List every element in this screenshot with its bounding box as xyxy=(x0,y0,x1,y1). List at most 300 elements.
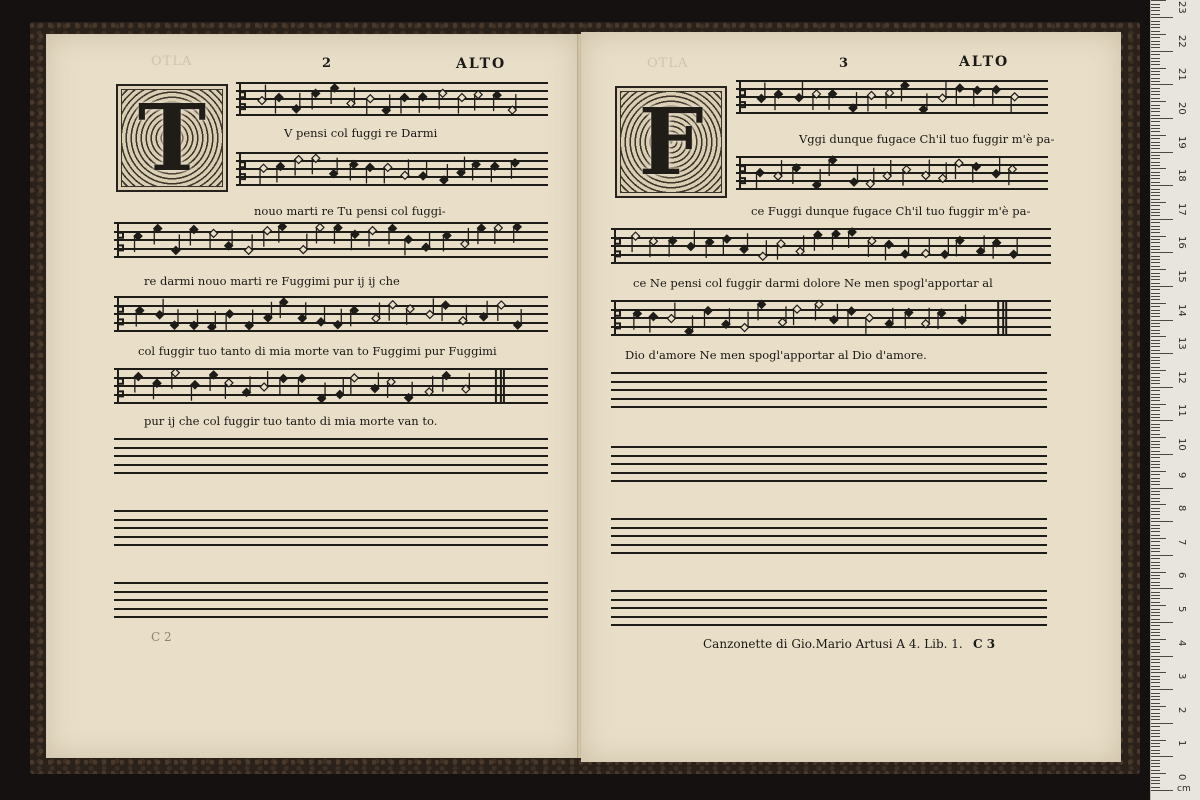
note-icon xyxy=(225,230,233,250)
ruler-number: 6 xyxy=(1176,572,1187,579)
c-clef-icon xyxy=(118,370,123,402)
notes-layer xyxy=(736,156,1048,190)
note-icon xyxy=(508,94,516,114)
note-icon xyxy=(401,159,409,179)
ruler-number: 0 xyxy=(1176,774,1187,781)
ruler-tick xyxy=(1151,622,1173,623)
right-page-header: ALTO xyxy=(959,54,1010,70)
c-clef-icon xyxy=(740,158,745,188)
ruler-tick xyxy=(1151,276,1160,277)
ruler-tick xyxy=(1151,336,1166,337)
ruler-tick xyxy=(1151,437,1166,438)
ruler-tick xyxy=(1151,242,1160,243)
ruler-tick xyxy=(1151,430,1160,431)
ruler-tick xyxy=(1151,602,1160,603)
ruler-tick xyxy=(1151,178,1160,179)
ruler-tick xyxy=(1151,252,1173,253)
empty-staff xyxy=(611,446,1047,482)
ruler-tick xyxy=(1151,326,1160,327)
ruler-tick xyxy=(1151,726,1160,727)
ruler-tick xyxy=(1151,34,1166,35)
ruler-unit-label: cm xyxy=(1177,784,1191,794)
ruler-tick xyxy=(1151,555,1173,556)
staff-line xyxy=(114,438,548,440)
staff-line xyxy=(114,608,548,610)
ruler-tick xyxy=(1151,219,1173,220)
ruler-tick xyxy=(1151,652,1160,653)
note-icon xyxy=(350,160,358,180)
note-icon xyxy=(812,90,820,110)
note-icon xyxy=(777,240,785,260)
ruler-tick xyxy=(1151,609,1160,610)
staff-line xyxy=(114,510,548,512)
staff-line xyxy=(611,455,1047,457)
staff-line xyxy=(611,389,1047,391)
ruler-tick xyxy=(1151,773,1166,774)
note-icon xyxy=(939,162,947,182)
ruler-tick xyxy=(1151,125,1160,126)
ruler-tick xyxy=(1151,461,1160,462)
ruler-number: 19 xyxy=(1176,135,1187,149)
note-icon xyxy=(973,86,981,106)
staff-line xyxy=(611,599,1047,601)
ruler-tick xyxy=(1151,111,1160,112)
ruler-tick xyxy=(1151,84,1173,85)
ruler-tick xyxy=(1151,508,1160,509)
note-icon xyxy=(210,229,218,249)
ruler-tick xyxy=(1151,629,1160,630)
note-icon xyxy=(922,159,930,179)
note-icon xyxy=(458,94,466,114)
ruler-tick xyxy=(1151,689,1173,690)
note-icon xyxy=(263,227,271,247)
note-icon xyxy=(886,89,894,109)
c-clef-icon xyxy=(615,302,620,334)
note-icon xyxy=(260,164,268,184)
staff-line xyxy=(611,480,1047,482)
ruler-tick xyxy=(1151,175,1160,176)
note-icon xyxy=(514,309,522,329)
note-icon xyxy=(667,303,675,323)
staff-line xyxy=(611,463,1047,465)
ruler-tick xyxy=(1151,783,1160,784)
left-page-header: ALTO xyxy=(456,56,507,72)
right-show-through-header: OTLA xyxy=(647,56,689,71)
ruler-number: 13 xyxy=(1176,337,1187,350)
ruler-tick xyxy=(1151,615,1160,616)
staff-line xyxy=(611,552,1047,554)
ruler-tick xyxy=(1151,266,1160,267)
ruler-tick xyxy=(1151,612,1160,613)
ruler-tick xyxy=(1151,377,1160,378)
note-icon xyxy=(632,232,640,252)
note-icon xyxy=(956,84,964,104)
note-icon xyxy=(191,381,199,401)
note-icon xyxy=(813,169,821,189)
ruler-tick xyxy=(1151,7,1160,8)
ruler-tick xyxy=(1151,24,1160,25)
ruler-tick xyxy=(1151,4,1160,5)
ruler-tick xyxy=(1151,293,1160,294)
note-icon xyxy=(351,230,359,250)
ruler-tick xyxy=(1151,131,1160,132)
ruler-tick xyxy=(1151,71,1160,72)
ruler-tick xyxy=(1151,0,1166,1)
note-icon xyxy=(687,230,695,250)
ruler-tick xyxy=(1151,142,1160,143)
note-icon xyxy=(865,314,873,334)
note-icon xyxy=(312,154,320,174)
ruler-tick xyxy=(1151,346,1160,347)
ruler-tick xyxy=(1151,27,1160,28)
ruler-tick xyxy=(1151,699,1160,700)
ruler-tick xyxy=(1151,686,1160,687)
ruler-number: 2 xyxy=(1176,706,1187,714)
ruler-tick xyxy=(1151,185,1173,186)
note-icon xyxy=(312,89,320,109)
ruler-tick xyxy=(1151,279,1160,280)
ruler-tick xyxy=(1151,467,1160,468)
staff-line xyxy=(611,472,1047,474)
note-icon xyxy=(706,238,714,258)
note-icon xyxy=(480,301,488,321)
ruler-tick xyxy=(1151,370,1166,371)
note-icon xyxy=(298,374,306,394)
ruler-tick xyxy=(1151,306,1160,307)
note-icon xyxy=(938,309,946,329)
ruler-tick xyxy=(1151,273,1160,274)
left-page xyxy=(46,34,578,758)
ruler-tick xyxy=(1151,494,1160,495)
note-icon xyxy=(493,91,501,111)
ruler-tick xyxy=(1151,605,1166,606)
note-icon xyxy=(406,305,414,325)
ruler-tick xyxy=(1151,625,1160,626)
ruler-tick xyxy=(1151,787,1160,788)
lyric-line: re darmi nouo marti re Fuggimi pur ij ij che xyxy=(144,274,400,288)
empty-staff xyxy=(114,582,548,618)
ruler-tick xyxy=(1151,632,1160,633)
ruler-tick xyxy=(1151,172,1160,173)
note-icon xyxy=(330,158,338,178)
lyric-line: col fuggir tuo tanto di mia morte van to Fuggimi pur Fuggimi xyxy=(138,344,497,358)
note-icon xyxy=(903,166,911,186)
ruler-tick xyxy=(1151,91,1160,92)
note-icon xyxy=(278,223,286,243)
music-staff xyxy=(736,80,1048,114)
ruler-tick xyxy=(1151,259,1160,260)
ruler-tick xyxy=(1151,81,1160,82)
ruler-tick xyxy=(1151,158,1160,159)
staff-line xyxy=(611,406,1047,408)
note-icon xyxy=(992,86,1000,106)
ruler-tick xyxy=(1151,770,1160,771)
ruler-number: 17 xyxy=(1176,202,1187,216)
note-icon xyxy=(419,160,427,180)
ruler-tick xyxy=(1151,662,1160,663)
notes-layer xyxy=(114,222,548,258)
ruler-tick xyxy=(1151,568,1160,569)
lyric-line: pur ij che col fuggir tuo tanto di mia morte van to. xyxy=(144,414,438,428)
staff-line xyxy=(611,372,1047,374)
ruler-tick xyxy=(1151,693,1160,694)
ruler-number: 15 xyxy=(1176,270,1187,283)
ruler-tick xyxy=(1151,753,1160,754)
note-icon xyxy=(382,94,390,114)
ruler-tick xyxy=(1151,145,1160,146)
ruler-tick xyxy=(1151,222,1160,223)
ruler-tick xyxy=(1151,236,1166,237)
c-clef-icon xyxy=(615,230,620,262)
ruler-tick xyxy=(1151,64,1160,65)
ruler-tick xyxy=(1151,585,1160,586)
ruler-tick xyxy=(1151,61,1160,62)
ruler-tick xyxy=(1151,205,1160,206)
ruler-tick xyxy=(1151,780,1160,781)
note-icon xyxy=(208,311,216,331)
c-clef-icon xyxy=(118,298,123,330)
ruler-tick xyxy=(1151,706,1166,707)
note-icon xyxy=(190,226,198,246)
note-icon xyxy=(815,300,823,320)
ruler-number: 5 xyxy=(1176,606,1187,613)
staff-line xyxy=(114,616,548,618)
ruler-tick xyxy=(1151,269,1166,270)
note-icon xyxy=(317,306,325,326)
staff-line xyxy=(611,616,1047,618)
note-icon xyxy=(494,224,502,244)
ruler-tick xyxy=(1151,582,1160,583)
music-staff xyxy=(114,222,548,258)
note-icon xyxy=(264,302,272,322)
notes-layer xyxy=(611,228,1051,264)
ruler-tick xyxy=(1151,736,1160,737)
ruler-tick xyxy=(1151,474,1160,475)
staff-line xyxy=(114,536,548,538)
note-icon xyxy=(226,310,234,330)
ruler-tick xyxy=(1151,14,1160,15)
ruler-tick xyxy=(1151,407,1160,408)
ruler-tick xyxy=(1151,656,1173,657)
ruler-tick xyxy=(1151,575,1160,576)
music-staff xyxy=(114,368,548,404)
ruler-tick xyxy=(1151,303,1166,304)
ruler-tick xyxy=(1151,212,1160,213)
notes-layer xyxy=(736,80,1048,114)
ruler-tick xyxy=(1151,457,1160,458)
ruler-tick xyxy=(1151,679,1160,680)
ruler-tick xyxy=(1151,286,1173,287)
music-staff xyxy=(236,82,548,116)
ruler-tick xyxy=(1151,343,1160,344)
decorated-initial-t xyxy=(116,84,228,192)
staff-line xyxy=(611,624,1047,626)
note-icon xyxy=(156,299,164,319)
ruler-tick xyxy=(1151,316,1160,317)
note-icon xyxy=(992,158,1000,178)
music-staff xyxy=(611,228,1051,264)
ruler-tick xyxy=(1151,182,1160,183)
ruler-tick xyxy=(1151,521,1173,522)
notes-layer xyxy=(114,296,548,332)
ruler-tick xyxy=(1151,635,1160,636)
ruler-tick xyxy=(1151,320,1173,321)
note-icon xyxy=(758,300,766,320)
note-icon xyxy=(474,91,482,111)
note-icon xyxy=(958,304,966,324)
ruler-tick xyxy=(1151,740,1166,741)
ruler-tick xyxy=(1151,498,1160,499)
ruler-tick xyxy=(1151,558,1160,559)
ruler-tick xyxy=(1151,572,1166,573)
ruler-tick xyxy=(1151,531,1160,532)
note-icon xyxy=(154,225,162,245)
ruler-tick xyxy=(1151,37,1160,38)
music-staff xyxy=(114,296,548,332)
note-icon xyxy=(459,305,467,325)
staff-line xyxy=(114,447,548,449)
music-staff xyxy=(611,300,1051,336)
ruler-tick xyxy=(1151,41,1160,42)
ruler-tick xyxy=(1151,518,1160,519)
ruler-tick xyxy=(1151,152,1173,153)
note-icon xyxy=(347,87,355,107)
ruler-tick xyxy=(1151,262,1160,263)
initial-letter: T xyxy=(137,84,207,192)
ruler-tick xyxy=(1151,128,1160,129)
decorated-initial-f xyxy=(615,86,727,198)
note-icon xyxy=(722,308,730,328)
ruler-tick xyxy=(1151,17,1173,18)
lyric-line: nouo marti re Tu pensi col fuggi- xyxy=(254,204,446,218)
ruler-tick xyxy=(1151,330,1160,331)
ruler-tick xyxy=(1151,676,1160,677)
note-icon xyxy=(1011,93,1019,113)
ruler-tick xyxy=(1151,733,1160,734)
note-icon xyxy=(955,159,963,179)
ruler-tick xyxy=(1151,394,1160,395)
ruler-number: 21 xyxy=(1176,68,1187,82)
ruler-tick xyxy=(1151,730,1160,731)
ruler-tick xyxy=(1151,299,1160,300)
staff-line xyxy=(611,381,1047,383)
ruler-tick xyxy=(1151,491,1160,492)
ruler-number: 23 xyxy=(1176,1,1187,14)
note-icon xyxy=(491,162,499,182)
note-icon xyxy=(757,82,765,102)
ruler-tick xyxy=(1151,373,1160,374)
ruler-tick xyxy=(1151,659,1160,660)
lyric-line: ce Fuggi dunque fugace Ch'il tuo fuggir m'è pa- xyxy=(751,204,1031,218)
ruler-number: 22 xyxy=(1176,34,1187,48)
note-icon xyxy=(774,90,782,110)
ruler-tick xyxy=(1151,192,1160,193)
ruler-tick xyxy=(1151,410,1160,411)
note-icon xyxy=(371,372,379,392)
empty-staff xyxy=(114,438,548,474)
note-icon xyxy=(404,235,412,255)
note-icon xyxy=(796,235,804,255)
ruler-tick xyxy=(1151,31,1160,32)
staff-line xyxy=(611,446,1047,448)
ruler-tick xyxy=(1151,215,1160,216)
ruler-tick xyxy=(1151,360,1160,361)
ruler-tick xyxy=(1151,447,1160,448)
ruler-tick xyxy=(1151,400,1160,401)
ruler-tick xyxy=(1151,283,1160,284)
left-page-number: 2 xyxy=(322,56,332,71)
ruler-tick xyxy=(1151,743,1160,744)
initial-letter: F xyxy=(638,88,704,196)
note-icon xyxy=(190,309,198,329)
ruler-tick xyxy=(1151,155,1160,156)
ruler-tick xyxy=(1151,78,1160,79)
ruler-tick xyxy=(1151,478,1160,479)
note-icon xyxy=(633,310,641,330)
ruler-tick xyxy=(1151,514,1160,515)
ruler-tick xyxy=(1151,703,1160,704)
note-icon xyxy=(440,164,448,184)
ruler-tick xyxy=(1151,504,1166,505)
ruler-tick xyxy=(1151,47,1160,48)
ruler-tick xyxy=(1151,135,1166,136)
left-show-through-header: OTLA xyxy=(151,54,193,69)
note-icon xyxy=(258,85,266,105)
note-icon xyxy=(847,307,855,327)
ruler-tick xyxy=(1151,310,1160,311)
note-icon xyxy=(331,84,339,104)
note-icon xyxy=(704,307,712,327)
lyric-line: Vggi dunque fugace Ch'il tuo fuggir m'è pa- xyxy=(799,132,1055,146)
ruler-tick xyxy=(1151,387,1173,388)
note-icon xyxy=(513,223,521,243)
ruler-tick xyxy=(1151,68,1166,69)
note-icon xyxy=(422,231,430,251)
note-icon xyxy=(170,309,178,329)
note-icon xyxy=(956,236,964,256)
note-icon xyxy=(245,310,253,330)
ruler-tick xyxy=(1151,696,1160,697)
ruler-tick xyxy=(1151,719,1160,720)
ruler-tick xyxy=(1151,756,1173,757)
right-signature-mark: C 3 xyxy=(973,637,996,651)
note-icon xyxy=(669,237,677,257)
note-icon xyxy=(1010,238,1018,258)
note-icon xyxy=(922,237,930,257)
note-icon xyxy=(741,312,749,332)
note-icon xyxy=(977,235,985,255)
ruler-tick xyxy=(1151,454,1173,455)
note-icon xyxy=(366,95,374,115)
note-icon xyxy=(134,232,142,252)
ruler-tick xyxy=(1151,313,1160,314)
note-icon xyxy=(350,374,358,394)
note-icon xyxy=(298,302,306,322)
note-icon xyxy=(388,224,396,244)
note-icon xyxy=(172,234,180,254)
note-icon xyxy=(901,238,909,258)
note-icon xyxy=(389,301,397,321)
note-icon xyxy=(400,94,408,114)
ruler-tick xyxy=(1151,249,1160,250)
ruler-number: 9 xyxy=(1176,471,1187,478)
ruler-tick xyxy=(1151,444,1160,445)
ruler-tick xyxy=(1151,619,1160,620)
ruler-number: 1 xyxy=(1176,740,1187,747)
ruler-tick xyxy=(1151,246,1160,247)
note-icon xyxy=(649,237,657,257)
staff-line xyxy=(611,607,1047,609)
